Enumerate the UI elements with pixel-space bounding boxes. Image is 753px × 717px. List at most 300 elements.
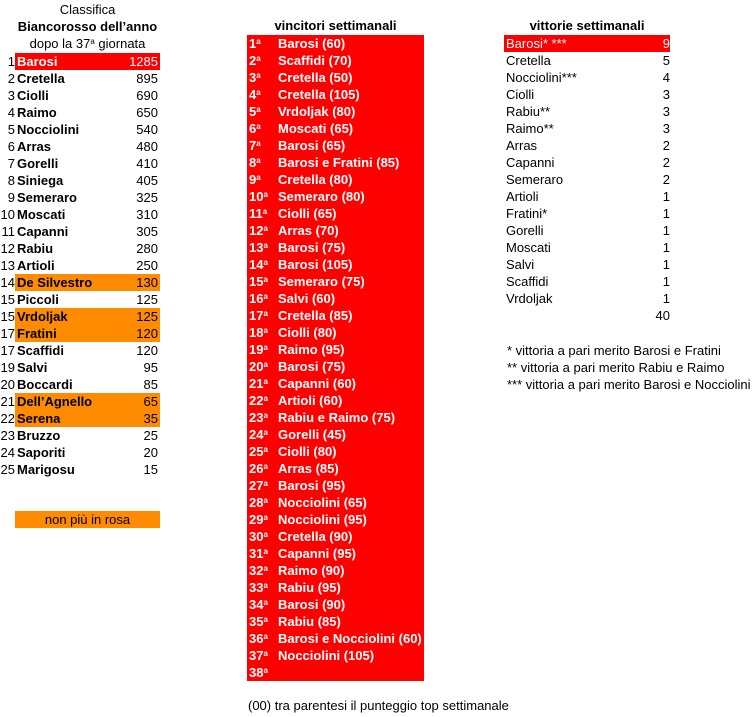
classifica-row xyxy=(0,172,170,189)
wins-count: 2 xyxy=(662,138,670,153)
player-points: 65 xyxy=(143,394,158,409)
player-points: 1285 xyxy=(129,54,158,69)
classifica-row xyxy=(0,189,170,206)
week-winner: Artioli (60) xyxy=(278,393,343,408)
winner-row xyxy=(247,630,424,647)
week-ordinal xyxy=(249,528,268,545)
week-ordinal xyxy=(249,392,268,409)
week-number: 26 xyxy=(249,461,264,476)
week-number: 15 xyxy=(249,274,264,289)
classifica-row xyxy=(0,138,170,155)
winner-row xyxy=(247,86,424,103)
week-number: 33 xyxy=(249,580,264,595)
player-name: Scaffidi xyxy=(506,274,549,289)
ordinal-sup: a xyxy=(256,156,261,165)
winner-row xyxy=(247,341,424,358)
rank: 17 xyxy=(0,343,15,358)
classifica-row xyxy=(0,461,170,478)
player-points: 95 xyxy=(143,360,158,375)
week-number: 13 xyxy=(249,240,264,255)
week-number: 12 xyxy=(249,223,264,238)
week-winner: Cretella (105) xyxy=(278,87,360,102)
week-number: 19 xyxy=(249,342,264,357)
week-ordinal xyxy=(249,273,268,290)
player-name: Capanni xyxy=(506,155,555,170)
week-ordinal xyxy=(249,171,261,188)
week-number: 37 xyxy=(249,648,264,663)
player-name: Fratini* xyxy=(506,206,548,221)
wins-count: 1 xyxy=(662,257,670,272)
week-ordinal xyxy=(249,375,268,392)
player-points: 25 xyxy=(143,428,158,443)
player-name: Siniega xyxy=(17,173,64,188)
week-number: 38 xyxy=(249,665,264,680)
week-winner: Ciolli (80) xyxy=(278,444,337,459)
vittorie-row xyxy=(504,35,670,52)
note-3: *** vittoria a pari merito Barosi e Nocciolini xyxy=(507,377,751,392)
classifica-title: Classifica xyxy=(59,2,116,17)
week-number: 11 xyxy=(249,206,263,221)
player-name: Arras xyxy=(17,139,51,154)
ordinal-sup: a xyxy=(263,394,268,403)
week-number: 18 xyxy=(249,325,264,340)
week-ordinal xyxy=(249,222,268,239)
week-winner: Barosi (105) xyxy=(278,257,353,272)
vittorie-row xyxy=(504,86,670,103)
week-winner: Barosi (95) xyxy=(278,478,346,493)
rank: 20 xyxy=(0,377,15,392)
week-ordinal xyxy=(249,120,261,137)
ordinal-sup: a xyxy=(263,462,268,471)
winner-row xyxy=(247,205,424,222)
rank: 8 xyxy=(7,173,15,188)
week-winner: Nocciolini (105) xyxy=(278,648,375,663)
ordinal-sup: a xyxy=(263,326,268,335)
winner-row xyxy=(247,460,424,477)
player-name: Cretella xyxy=(17,71,65,86)
ordinal-sup: a xyxy=(263,530,268,539)
week-number: 5 xyxy=(249,104,257,119)
player-name: De Silvestro xyxy=(17,275,93,290)
rank: 6 xyxy=(7,139,15,154)
week-number: 8 xyxy=(249,155,257,170)
week-number: 4 xyxy=(249,87,257,102)
ordinal-sup: a xyxy=(256,88,261,97)
week-number: 24 xyxy=(249,427,264,442)
week-number: 36 xyxy=(249,631,264,646)
player-points: 405 xyxy=(136,173,158,188)
ordinal-sup: a xyxy=(263,496,268,505)
wins-count: 1 xyxy=(662,274,670,289)
ordinal-sup: a xyxy=(263,615,268,624)
week-ordinal xyxy=(249,256,268,273)
ordinal-sup: a xyxy=(256,37,261,46)
winner-row xyxy=(247,69,424,86)
vittorie-row xyxy=(504,69,670,86)
classifica-row xyxy=(0,70,170,87)
classifica-row xyxy=(0,444,170,461)
vittorie-row xyxy=(504,171,670,188)
week-winner: Salvi (60) xyxy=(278,291,336,306)
player-points: 690 xyxy=(136,88,158,103)
player-name: Semeraro xyxy=(17,190,77,205)
vittorie-row xyxy=(504,239,670,256)
week-ordinal xyxy=(249,477,268,494)
player-points: 125 xyxy=(136,309,158,324)
ordinal-sup: a xyxy=(263,224,268,233)
player-name: Barosi* *** xyxy=(506,36,567,51)
wins-count: 5 xyxy=(662,53,670,68)
player-points: 895 xyxy=(136,71,158,86)
week-ordinal xyxy=(249,290,268,307)
vittorie-row xyxy=(504,103,670,120)
rank: 17 xyxy=(0,326,15,341)
ordinal-sup: a xyxy=(263,581,268,590)
winner-row xyxy=(247,579,424,596)
week-winner: Raimo (95) xyxy=(278,342,345,357)
ordinal-sup: a xyxy=(256,139,261,148)
player-name: Moscati xyxy=(506,240,551,255)
player-points: 125 xyxy=(136,292,158,307)
week-ordinal xyxy=(249,205,267,222)
player-name: Nocciolini*** xyxy=(506,70,577,85)
classifica-row xyxy=(0,325,170,342)
week-winner: Barosi e Fratini (85) xyxy=(278,155,400,170)
rank: 15 xyxy=(0,309,15,324)
winner-row xyxy=(247,52,424,69)
week-ordinal xyxy=(249,35,261,52)
week-ordinal xyxy=(249,426,268,443)
player-name: Serena xyxy=(17,411,61,426)
week-number: 1 xyxy=(249,36,257,51)
vincitori-footnote: (00) tra parentesi il punteggio top settimanale xyxy=(248,698,509,713)
vittorie-row xyxy=(504,205,670,222)
vittorie-row xyxy=(504,154,670,171)
player-name: Nocciolini xyxy=(17,122,80,137)
round-prefix: dopo la 37 xyxy=(29,36,91,51)
week-winner: Gorelli (45) xyxy=(278,427,346,442)
wins-count: 2 xyxy=(662,155,670,170)
rank: 23 xyxy=(0,428,15,443)
week-winner: Barosi (65) xyxy=(278,138,346,153)
winner-row xyxy=(247,307,424,324)
week-winner: Ciolli (65) xyxy=(278,206,337,221)
wins-count: 3 xyxy=(662,121,670,136)
week-ordinal xyxy=(249,188,268,205)
week-winner: Rabiu (85) xyxy=(278,614,341,629)
week-number: 30 xyxy=(249,529,264,544)
week-winner: Semeraro (80) xyxy=(278,189,365,204)
legend-not-in-roster: non più in rosa xyxy=(15,511,160,528)
wins-count: 9 xyxy=(662,36,670,51)
winner-row xyxy=(247,103,424,120)
week-winner: Rabiu (95) xyxy=(278,580,341,595)
classifica-row xyxy=(0,155,170,172)
winner-row xyxy=(247,409,424,426)
classifica-row xyxy=(0,308,170,325)
winner-row xyxy=(247,120,424,137)
classifica-row xyxy=(0,87,170,104)
classifica-row xyxy=(0,53,170,70)
player-name: Saporiti xyxy=(17,445,66,460)
player-points: 410 xyxy=(136,156,158,171)
ordinal-sup: a xyxy=(263,343,268,352)
ordinal-sup: a xyxy=(263,428,268,437)
classifica-row xyxy=(0,240,170,257)
ordinal-sup: a xyxy=(263,360,268,369)
round-suffix: giornata xyxy=(94,36,146,51)
classifica-row xyxy=(0,223,170,240)
note-1: * vittoria a pari merito Barosi e Fratini xyxy=(507,343,721,358)
week-winner: Moscati (65) xyxy=(278,121,354,136)
week-winner: Nocciolini (95) xyxy=(278,512,367,527)
winner-row xyxy=(247,528,424,545)
player-name: Capanni xyxy=(17,224,69,239)
rank: 11 xyxy=(1,224,15,239)
ordinal-sup: a xyxy=(263,190,268,199)
week-number: 28 xyxy=(249,495,264,510)
classifica-row xyxy=(0,376,170,393)
classifica-row xyxy=(0,291,170,308)
winner-row xyxy=(247,256,424,273)
week-ordinal xyxy=(249,52,261,69)
winner-row xyxy=(247,664,424,681)
player-points: 650 xyxy=(136,105,158,120)
player-points: 130 xyxy=(136,275,158,290)
ordinal-sup: a xyxy=(263,241,268,250)
player-name: Dell’Agnello xyxy=(17,394,93,409)
week-ordinal xyxy=(249,324,268,341)
player-name: Marigosu xyxy=(17,462,75,477)
winner-row xyxy=(247,596,424,613)
rank: 2 xyxy=(7,71,15,86)
wins-count: 1 xyxy=(662,223,670,238)
player-name: Fratini xyxy=(17,326,57,341)
player-name: Raimo** xyxy=(506,121,554,136)
winner-row xyxy=(247,154,424,171)
player-points: 20 xyxy=(143,445,158,460)
player-name: Gorelli xyxy=(17,156,59,171)
player-points: 540 xyxy=(136,122,158,137)
player-name: Scaffidi xyxy=(17,343,64,358)
week-winner: Barosi (90) xyxy=(278,597,346,612)
vincitori-list xyxy=(247,35,424,681)
player-points: 305 xyxy=(136,224,158,239)
ordinal-sup: a xyxy=(263,666,268,675)
player-name: Rabiu xyxy=(17,241,54,256)
rank: 22 xyxy=(0,411,15,426)
week-winner: Cretella (90) xyxy=(278,529,353,544)
week-winner: Vrdoljak (80) xyxy=(278,104,356,119)
winner-row xyxy=(247,392,424,409)
classifica-subtitle: Biancorosso dell’anno xyxy=(17,19,158,34)
week-winner: Semeraro (75) xyxy=(278,274,365,289)
classifica-row xyxy=(0,410,170,427)
player-points: 15 xyxy=(143,462,158,477)
week-number: 16 xyxy=(249,291,264,306)
wins-count: 4 xyxy=(662,70,670,85)
wins-count: 1 xyxy=(662,291,670,306)
week-ordinal xyxy=(249,409,268,426)
vittorie-row xyxy=(504,120,670,137)
classifica-row xyxy=(0,359,170,376)
vittorie-title: vittorie settimanali xyxy=(529,18,645,33)
wins-count: 3 xyxy=(662,87,670,102)
player-name: Ciolli xyxy=(506,87,535,102)
winner-row xyxy=(247,511,424,528)
classifica-row xyxy=(0,104,170,121)
week-ordinal xyxy=(249,341,268,358)
week-ordinal xyxy=(249,239,268,256)
week-number: 22 xyxy=(249,393,264,408)
week-number: 31 xyxy=(249,546,264,561)
rank: 24 xyxy=(0,445,15,460)
week-winner: Cretella (80) xyxy=(278,172,353,187)
week-ordinal xyxy=(249,154,261,171)
rank: 12 xyxy=(0,241,15,256)
winner-row xyxy=(247,324,424,341)
rank: 25 xyxy=(0,462,15,477)
week-number: 25 xyxy=(249,444,264,459)
week-ordinal xyxy=(249,579,268,596)
winner-row xyxy=(247,290,424,307)
winner-row xyxy=(247,239,424,256)
week-ordinal xyxy=(249,596,268,613)
rank: 7 xyxy=(7,156,15,171)
classifica-row xyxy=(0,393,170,410)
week-number: 32 xyxy=(249,563,264,578)
week-winner: Cretella (50) xyxy=(278,70,353,85)
rank: 21 xyxy=(0,394,15,409)
week-ordinal xyxy=(249,69,261,86)
ordinal-sup: a xyxy=(263,632,268,641)
winner-row xyxy=(247,222,424,239)
player-points: 35 xyxy=(143,411,158,426)
ordinal-sup: a xyxy=(262,207,268,216)
player-name: Piccoli xyxy=(17,292,59,307)
week-winner: Scaffidi (70) xyxy=(278,53,352,68)
classifica-row xyxy=(0,121,170,138)
ordinal-sup: a xyxy=(263,445,268,454)
winner-row xyxy=(247,613,424,630)
week-number: 29 xyxy=(249,512,264,527)
week-ordinal xyxy=(249,494,268,511)
wins-count: 1 xyxy=(662,206,670,221)
player-name: Gorelli xyxy=(506,223,544,238)
week-number: 20 xyxy=(249,359,264,374)
week-ordinal xyxy=(249,137,261,154)
rank: 5 xyxy=(7,122,15,137)
ordinal-sup: a xyxy=(263,258,268,267)
vittorie-row xyxy=(504,222,670,239)
week-winner: Barosi (60) xyxy=(278,36,346,51)
player-name: Rabiu** xyxy=(506,104,551,119)
ordinal-sup: a xyxy=(263,309,268,318)
rank: 14 xyxy=(0,275,15,290)
week-winner: Raimo (90) xyxy=(278,563,345,578)
week-number: 23 xyxy=(249,410,264,425)
vittorie-total: 40 xyxy=(655,308,670,323)
ordinal-sup: a xyxy=(263,547,268,556)
week-winner: Barosi (75) xyxy=(278,240,346,255)
player-name: Vrdoljak xyxy=(17,309,68,324)
player-points: 120 xyxy=(136,326,158,341)
rank: 4 xyxy=(7,105,15,120)
ordinal-sup: a xyxy=(263,411,268,420)
winner-row xyxy=(247,375,424,392)
rank: 1 xyxy=(7,54,15,69)
winner-row xyxy=(247,647,424,664)
week-number: 35 xyxy=(249,614,264,629)
week-ordinal xyxy=(249,562,268,579)
winner-row xyxy=(247,477,424,494)
rank: 9 xyxy=(7,190,15,205)
week-ordinal xyxy=(249,613,268,630)
week-number: 3 xyxy=(249,70,257,85)
week-ordinal xyxy=(249,647,268,664)
note-2: ** vittoria a pari merito Rabiu e Raimo xyxy=(507,360,725,375)
week-ordinal xyxy=(249,460,268,477)
week-number: 21 xyxy=(249,376,264,391)
player-name: Salvi xyxy=(506,257,535,272)
player-points: 120 xyxy=(136,343,158,358)
player-name: Artioli xyxy=(17,258,55,273)
rank: 13 xyxy=(0,258,15,273)
ordinal-sup: a xyxy=(263,479,268,488)
ordinal-sup: a xyxy=(256,54,261,63)
player-points: 250 xyxy=(136,258,158,273)
ordinal-sup: a xyxy=(256,71,261,80)
vittorie-row xyxy=(504,188,670,205)
week-winner: Capanni (95) xyxy=(278,546,357,561)
week-ordinal xyxy=(249,103,261,120)
week-number: 7 xyxy=(249,138,257,153)
player-name: Vrdoljak xyxy=(506,291,553,306)
vittorie-row xyxy=(504,273,670,290)
rank: 19 xyxy=(0,360,15,375)
week-ordinal xyxy=(249,545,268,562)
winner-row xyxy=(247,188,424,205)
player-points: 280 xyxy=(136,241,158,256)
player-name: Artioli xyxy=(506,189,539,204)
week-winner: Nocciolini (65) xyxy=(278,495,367,510)
week-winner: Cretella (85) xyxy=(278,308,353,323)
winner-row xyxy=(247,545,424,562)
classifica-row xyxy=(0,427,170,444)
week-winner: Capanni (60) xyxy=(278,376,357,391)
ordinal-sup: a xyxy=(263,513,268,522)
player-points: 310 xyxy=(136,207,158,222)
winner-row xyxy=(247,358,424,375)
classifica-row xyxy=(0,257,170,274)
player-name: Barosi xyxy=(17,54,58,69)
round-sup: a xyxy=(90,37,95,46)
winner-row xyxy=(247,426,424,443)
vincitori-title: vincitori settimanali xyxy=(274,18,397,33)
winner-row xyxy=(247,443,424,460)
ordinal-sup: a xyxy=(263,564,268,573)
ordinal-sup: a xyxy=(263,649,268,658)
player-points: 85 xyxy=(143,377,158,392)
week-winner: Ciolli (80) xyxy=(278,325,337,340)
week-number: 6 xyxy=(249,121,257,136)
week-number: 17 xyxy=(249,308,264,323)
rank: 3 xyxy=(7,88,15,103)
week-number: 14 xyxy=(249,257,264,272)
winner-row xyxy=(247,171,424,188)
vittorie-row xyxy=(504,256,670,273)
wins-count: 3 xyxy=(662,104,670,119)
